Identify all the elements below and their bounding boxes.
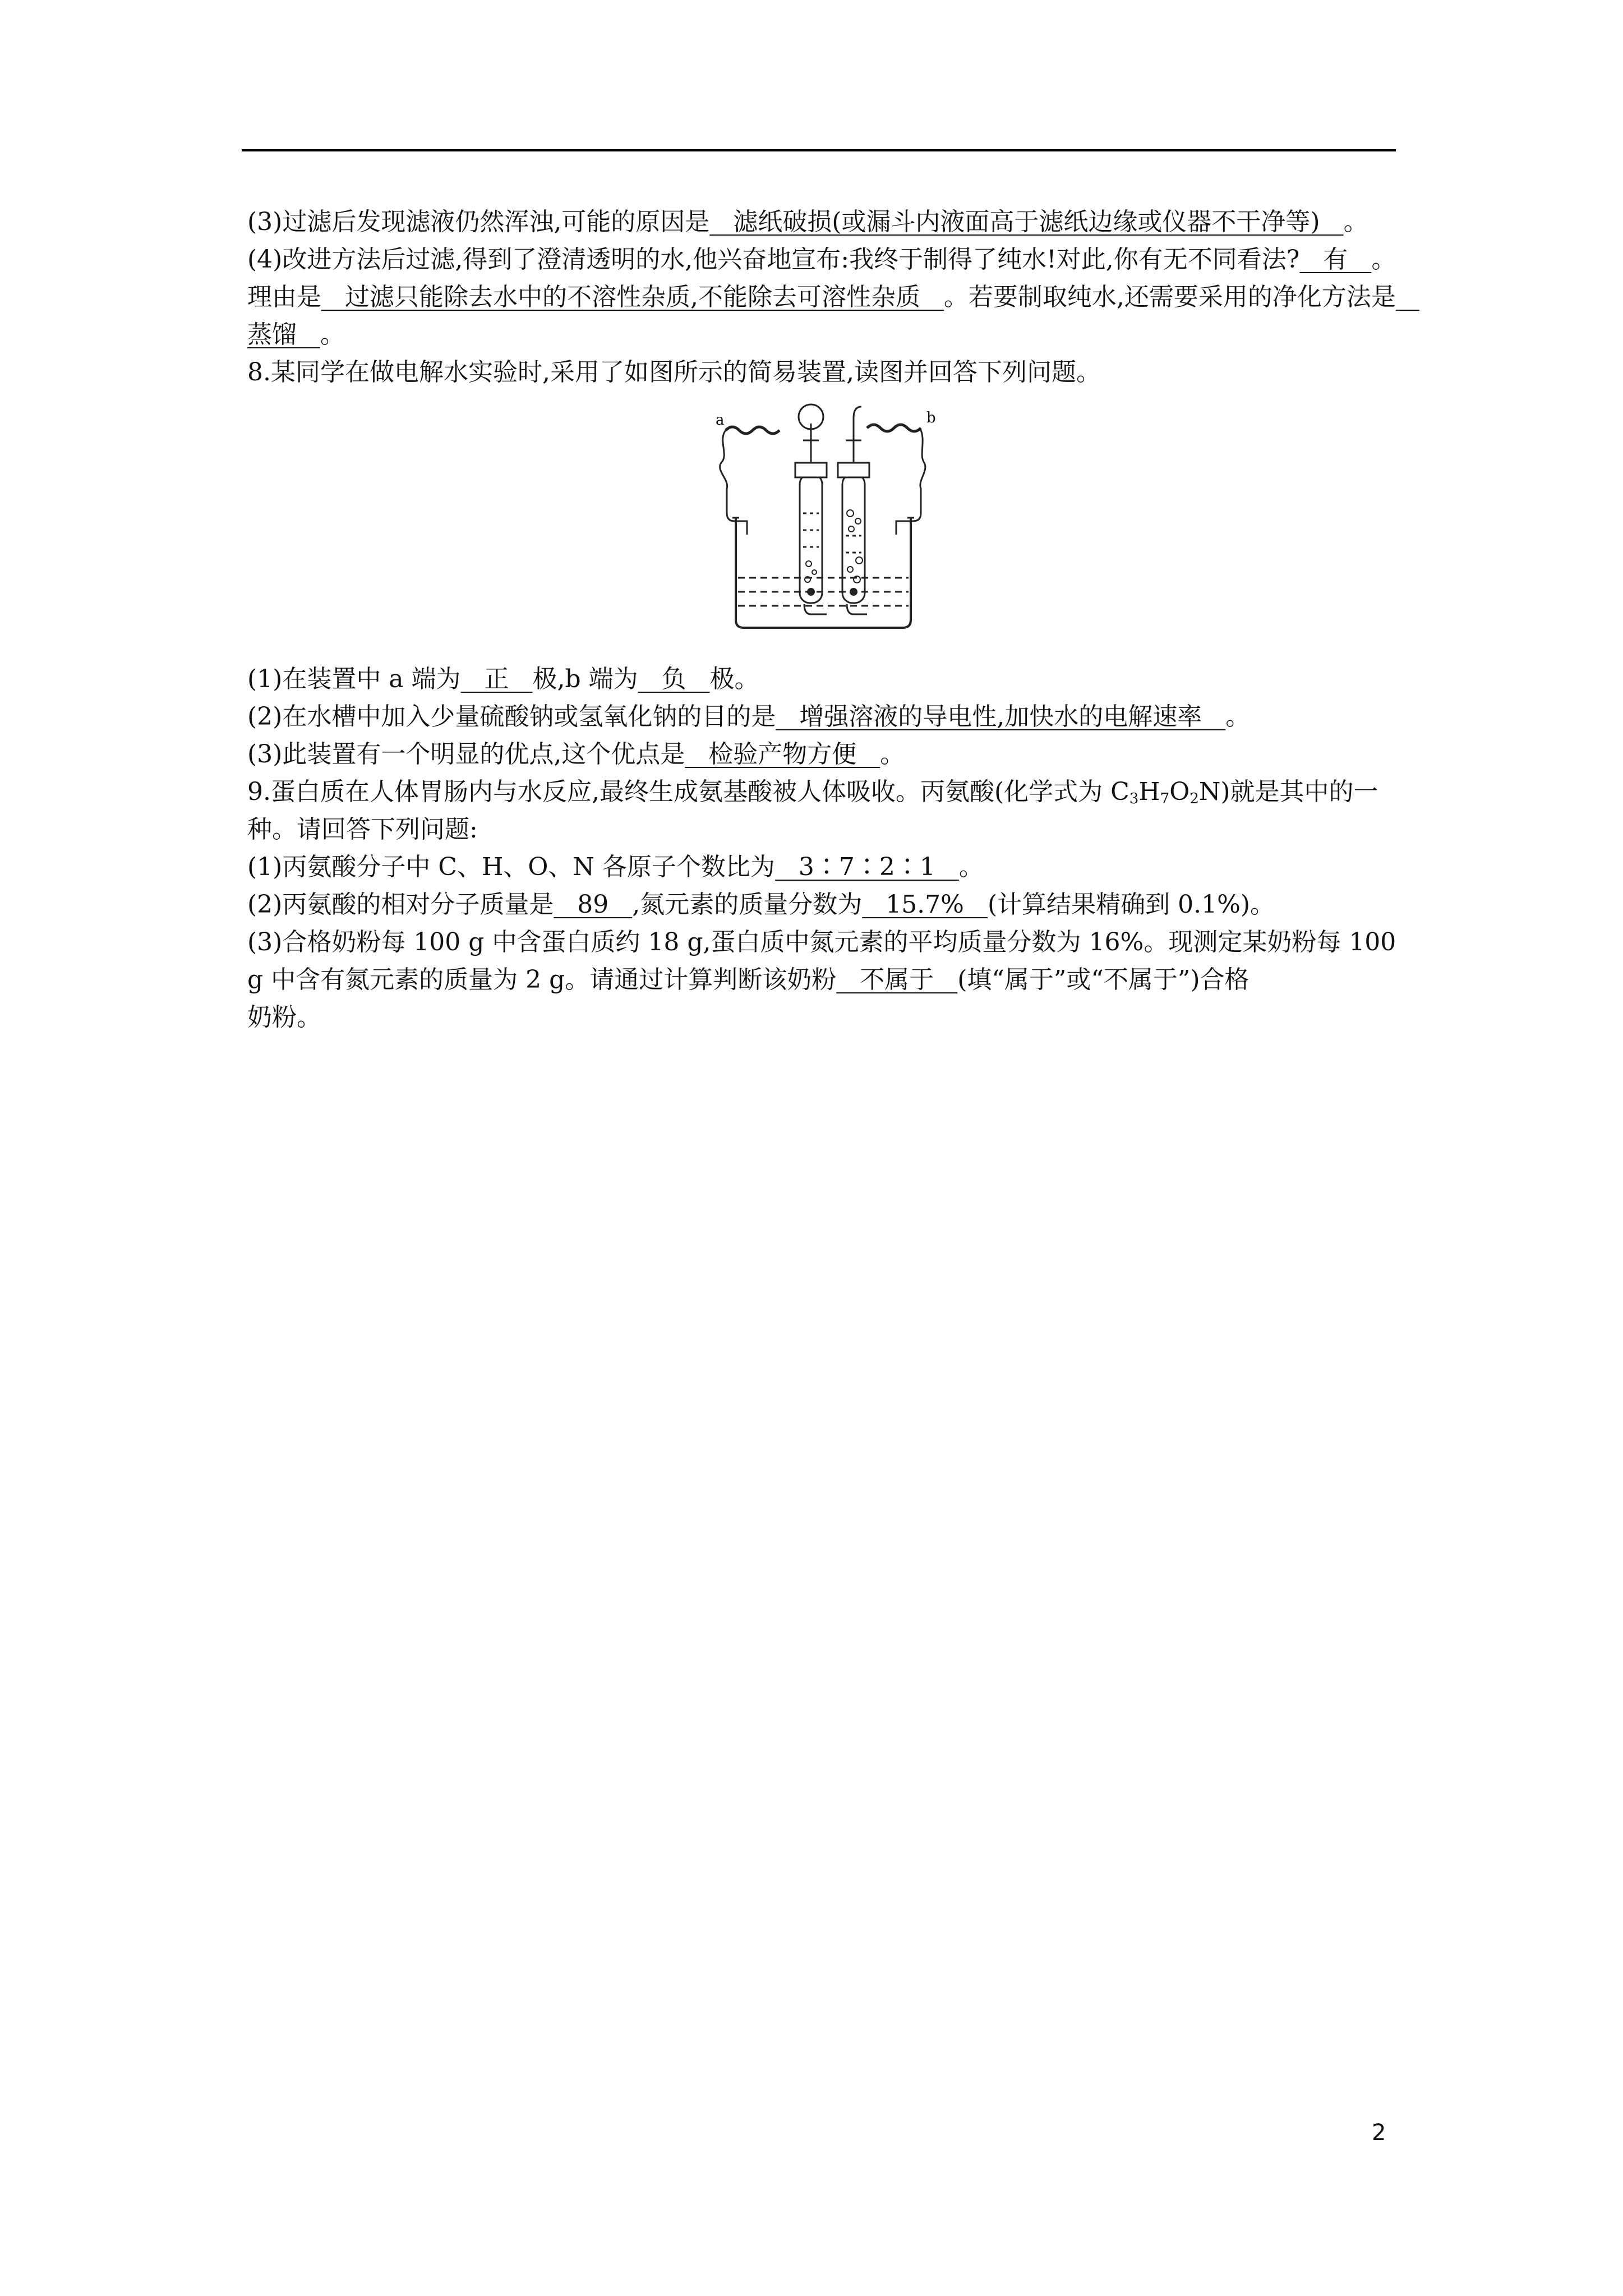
q8-part1-middle: 极,b 端为: [532, 665, 638, 693]
q7-part3: [247, 203, 1397, 241]
q7-part3-suffix: 。: [1343, 208, 1368, 236]
page-content: [247, 203, 1419, 1036]
left-stopper: [795, 463, 827, 477]
q7-part4-middle1: 。理由是: [247, 245, 1396, 311]
q9-part1-suffix: 。: [958, 853, 984, 881]
formula-sub-2: 2: [1189, 790, 1199, 807]
q7-part4: [247, 241, 1419, 353]
q9-stem-text: 9.蛋白质在人体胃肠内与水反应,最终生成氨基酸被人体吸收。丙氨酸(化学式为 C: [247, 777, 1129, 806]
page-number: 2: [1372, 2120, 1386, 2146]
q9-part3: [247, 923, 1397, 999]
q9-part2-answer2: 15.7%: [862, 890, 988, 919]
water-trough: [736, 518, 911, 628]
electrolysis-apparatus-diagram: [699, 401, 946, 637]
formula-sub-7: 7: [1160, 790, 1170, 807]
q7-part4-middle2: 。若要制取纯水,还需要采用的净化方法是: [943, 283, 1396, 311]
q8-stem: 8.某同学在做电解水实验时,采用了如图所示的简易装置,读图并回答下列问题。: [247, 358, 1101, 386]
terminal-label-b: b: [926, 409, 936, 426]
left-electrode-tip: [807, 588, 815, 596]
right-electrode-tip: [850, 588, 857, 596]
q8-part1-answer1: 正: [460, 665, 533, 693]
formula-h: H: [1138, 777, 1160, 806]
left-test-tube: [800, 474, 822, 603]
q8-part1-text: (1)在装置中 a 端为: [247, 665, 461, 693]
right-delivery-tube: [854, 407, 861, 463]
q9-part2-middle: ,氮元素的质量分数为: [632, 890, 863, 919]
q9-part2-suffix: (计算结果精确到 0.1%)。: [987, 890, 1275, 919]
left-wire: [720, 430, 747, 535]
q9-part2: [247, 886, 1397, 923]
terminal-label-a: a: [716, 412, 725, 429]
right-wire-coil: [867, 425, 921, 431]
q9-stem: [247, 773, 1397, 848]
q7-part4-answer2: 过滤只能除去水中的不溶性杂质,不能除去可溶性杂质: [321, 283, 944, 311]
q8-part3-suffix: 。: [880, 740, 905, 769]
header-rule: [242, 149, 1396, 151]
q9-part3-suffix: (填“属于”或“不属于”)合格: [957, 965, 1249, 994]
q7-part4-text: (4)改进方法后过滤,得到了澄清透明的水,他兴奋地宣布:我终于制得了纯水!对此,你有无不同看法?: [247, 245, 1300, 274]
q8-part1-suffix: 极。: [709, 665, 759, 693]
left-wire-coil: [726, 427, 780, 434]
q7-part4-suffix: 。: [320, 320, 345, 349]
q8-part2-answer: 增强溶液的导电性,加快水的电解速率: [776, 702, 1226, 731]
q7-part3-answer: 滤纸破损(或漏斗内液面高于滤纸边缘或仪器不干净等): [709, 208, 1344, 236]
q8-part3-answer: 检验产物方便: [685, 740, 880, 769]
q9-part1-text: (1)丙氨酸分子中 C、H、O、N 各原子个数比为: [247, 853, 775, 881]
q8-part3: [247, 735, 1397, 773]
gas-bubbles: [805, 510, 863, 583]
q9-part1: [247, 848, 1397, 886]
q9-part2-text: (2)丙氨酸的相对分子质量是: [247, 890, 554, 919]
q9-stem-suffix: N)就是其中的一种。请回答下列问题:: [247, 777, 1378, 844]
formula-sub-3: 3: [1129, 790, 1139, 807]
q9-part3-last-line: 奶粉。: [247, 1003, 321, 1032]
q7-part4-answer3: 蒸馏: [247, 283, 1419, 349]
q7-part3-text: (3)过滤后发现滤液仍然浑浊,可能的原因是: [247, 208, 710, 236]
q9-part3-text: (3)合格奶粉每 100 g 中含蛋白质约 18 g,蛋白质中氮元素的平均质量分数为 16%。现测定某奶粉每 100 g 中含有氮元素的质量为 2 g。请通过计算判断该奶粉: [247, 928, 1396, 994]
q8-part1: [247, 660, 1397, 698]
q9-part2-answer1: 89: [554, 890, 633, 919]
right-test-tube: [842, 474, 865, 603]
formula-o: O: [1169, 777, 1190, 806]
q9-part1-answer: 3∶7∶2∶1: [774, 853, 959, 881]
right-stopper: [838, 463, 869, 477]
q7-part4-answer1: 有: [1299, 245, 1372, 274]
electrolysis-figure: [247, 401, 1397, 648]
q8-part2-text: (2)在水槽中加入少量硫酸钠或氢氧化钠的目的是: [247, 702, 776, 731]
q8-part2-suffix: 。: [1225, 702, 1251, 731]
q8-part3-text: (3)此装置有一个明显的优点,这个优点是: [247, 740, 685, 769]
q8-part2: [247, 698, 1397, 735]
q8-part1-answer2: 负: [638, 665, 710, 693]
q9-part3-answer: 不属于: [836, 965, 958, 994]
